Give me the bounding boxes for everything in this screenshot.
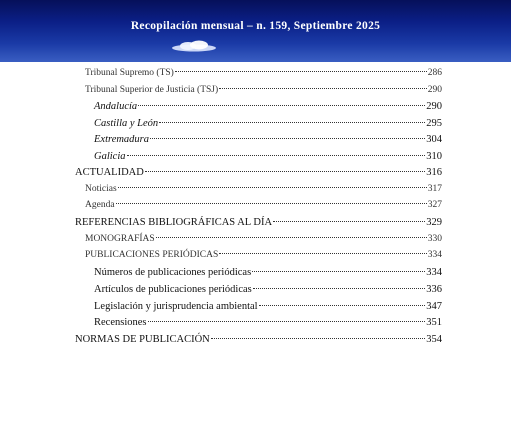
- toc-entry[interactable]: [75, 334, 442, 345]
- toc-leader-dots: [116, 203, 427, 204]
- toc-entry-label: Tribunal Superior de Justicia (TSJ): [85, 85, 219, 95]
- toc-entry-label: Artículos de publicaciones periódicas: [94, 284, 252, 295]
- toc-entry[interactable]: [94, 151, 442, 162]
- toc-entry-label: ACTUALIDAD: [75, 167, 144, 178]
- toc-entry[interactable]: [94, 301, 442, 312]
- toc-leader-dots: [156, 237, 427, 238]
- toc-entry-page: 327: [427, 200, 442, 210]
- toc-entry-label: Andalucía: [94, 101, 138, 112]
- toc-leader-dots: [145, 171, 425, 172]
- toc-entry[interactable]: [94, 284, 442, 295]
- toc-entry[interactable]: [75, 167, 442, 178]
- toc-entry[interactable]: [85, 200, 442, 210]
- toc-entry[interactable]: [85, 68, 442, 78]
- toc-entry-page: 334: [426, 267, 442, 278]
- cloud-icon: [170, 40, 218, 52]
- toc-entry-label: Legislación y jurisprudencia ambiental: [94, 301, 258, 312]
- toc-leader-dots: [211, 338, 425, 339]
- toc-entry[interactable]: [85, 85, 442, 95]
- toc-entry-label: Noticias: [85, 184, 117, 194]
- toc-entry-page: 351: [426, 317, 442, 328]
- toc-entry[interactable]: [85, 250, 442, 260]
- toc-entry-label: NORMAS DE PUBLICACIÓN: [75, 334, 210, 345]
- toc-entry-page: 354: [426, 334, 442, 345]
- toc-entry-page: 290: [426, 101, 442, 112]
- toc-entry-page: 336: [426, 284, 442, 295]
- toc-entry-label: Castilla y León: [94, 118, 159, 129]
- toc-entry-label: Galicia: [94, 151, 126, 162]
- toc-entry[interactable]: [94, 267, 442, 278]
- toc-entry-page: 286: [427, 68, 442, 78]
- toc-leader-dots: [259, 305, 426, 306]
- toc-leader-dots: [118, 187, 427, 188]
- toc-entry-page: 317: [427, 184, 442, 194]
- toc-entry-page: 329: [426, 217, 442, 228]
- toc-entry[interactable]: [85, 234, 442, 244]
- toc-entry-page: 290: [427, 85, 442, 95]
- toc-entry-label: Extremadura: [94, 134, 150, 145]
- toc-entry-page: 334: [427, 250, 442, 260]
- toc-entry-label: Tribunal Supremo (TS): [85, 68, 174, 78]
- toc-entry-label: PUBLICACIONES PERIÓDICAS: [85, 250, 219, 260]
- toc-leader-dots: [127, 155, 426, 156]
- toc-entry[interactable]: [94, 134, 442, 145]
- toc-entry-page: 295: [426, 118, 442, 129]
- toc-leader-dots: [273, 221, 425, 222]
- toc-leader-dots: [138, 105, 425, 106]
- toc-entry-page: 347: [426, 301, 442, 312]
- toc-entry-page: 316: [426, 167, 442, 178]
- toc-leader-dots: [252, 271, 425, 272]
- toc-leader-dots: [219, 253, 426, 254]
- toc-entry-page: 304: [426, 134, 442, 145]
- toc-entry-label: Agenda: [85, 200, 115, 210]
- toc-entry-label: Números de publicaciones periódicas: [94, 267, 252, 278]
- toc-leader-dots: [148, 321, 426, 322]
- toc-entry-label: REFERENCIAS BIBLIOGRÁFICAS AL DÍA: [75, 217, 273, 228]
- toc-entry[interactable]: [85, 184, 442, 194]
- toc-leader-dots: [175, 71, 427, 72]
- header-banner: [0, 0, 511, 62]
- toc-entry-page: 310: [426, 151, 442, 162]
- toc-entry-label: MONOGRAFÍAS: [85, 234, 155, 244]
- toc-entry[interactable]: [94, 118, 442, 129]
- toc-entry-label: Recensiones: [94, 317, 147, 328]
- toc-leader-dots: [159, 122, 425, 123]
- toc-entry-page: 330: [427, 234, 442, 244]
- toc-leader-dots: [150, 138, 425, 139]
- header-title: Recopilación mensual – n. 159, Septiembre 2025: [130, 20, 381, 32]
- toc-leader-dots: [253, 288, 426, 289]
- toc-entry[interactable]: [75, 217, 442, 228]
- toc-entry[interactable]: [94, 101, 442, 112]
- toc-leader-dots: [219, 88, 427, 89]
- toc-entry[interactable]: [94, 317, 442, 328]
